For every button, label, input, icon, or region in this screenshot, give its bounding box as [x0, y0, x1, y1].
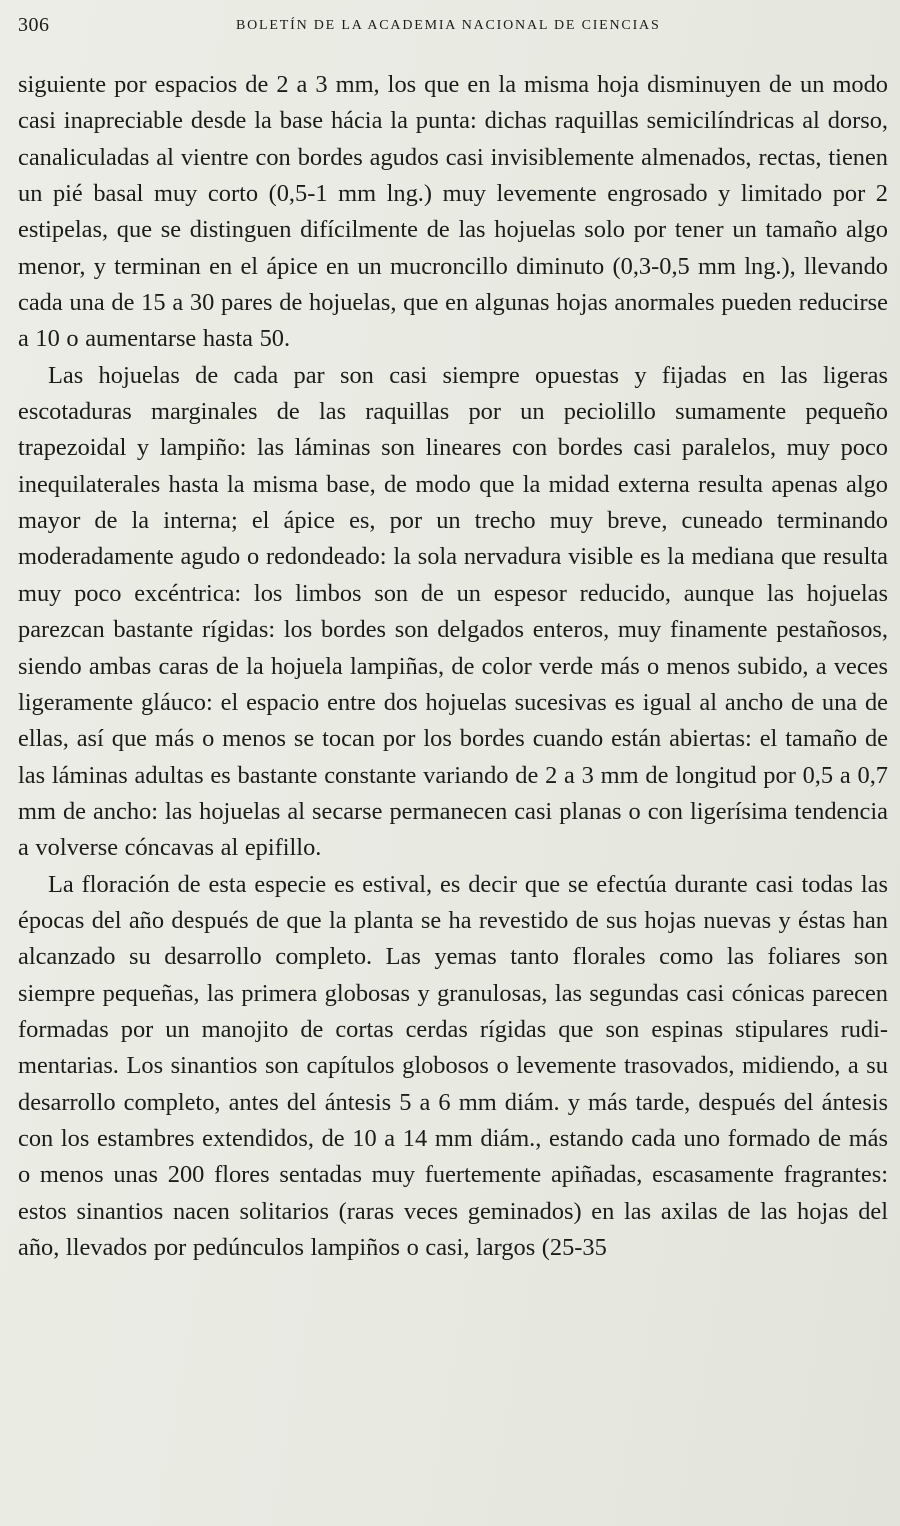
paragraph-hojuelas: Las hojuelas de cada par son casi siempre opuestas y fijadas en las ligeras escotaduras marginales de las raquillas por un peciolillo sumamente pequeño trapezoidal y lampiño: las láminas son lineares con bordes casi paralelos, muy poco inequilaterales hasta la misma base, de modo que la midad externa resulta apenas algo mayor de la interna; el ápice es, por un trecho muy breve, cuneado terminando moderadamente agudo o redondeado: la sola nervadura visible es la mediana que resulta muy poco excéntrica: los limbos son de un espesor reducido, aunque las hojuelas parezcan bastante rígidas: los bordes son delgados enteros, muy finamente pestañosos, siendo ambas caras de la hojuela lampiñas, de color verde más o menos subido, a veces ligeramente gláuco: el espacio entre dos hojuelas sucesivas es igual al ancho de una de ellas, así que más o menos se tocan por los bordes cuando están abiertas: el tamaño de las láminas adultas es bastante constante variando de 2 a 3 mm de longitud por 0,5 a 0,7 mm de ancho: las hojuelas al secarse permanecen casi planas o con ligerísima tendencia a volverse cóncavas al epifillo. — [18, 361, 888, 862]
running-header — [18, 14, 882, 40]
paragraph-floracion: La floración de esta especie es estival, es decir que se efectúa durante casi todas las épocas del año después de que la planta se ha revestido de sus hojas nuevas y éstas han alcanzado su desarrollo completo. Las yemas tanto florales como las foliares son siempre pequeñas, las primera globosas y granulosas, las segundas casi cónicas parecen formadas por un manojito de cortas cerdas rígidas que son espinas stipulares rudimentarias. Los sinantios son capítulos globosos o levemente trasovados, midiendo, a su desarrollo completo, antes del ántesis 5 a 6 mm diám. y más tarde, después del ántesis con los estambres extendidos, de 10 a 14 mm diám., estando cada uno formado de más o menos unas 200 flores sentadas muy fuertemente apiñadas, escasamente fragrantes: estos sinantios nacen solitarios (raras veces geminados) en las axilas de las hojas del año, llevados por pedúnculos lampiños o casi, largos (25-35 — [18, 870, 888, 1261]
body-text — [18, 67, 888, 1266]
page-number: 306 — [18, 14, 50, 36]
journal-title: BOLETÍN DE LA ACADEMIA NACIONAL DE CIENCIAS — [236, 18, 661, 33]
paragraph-continuation: siguiente por espacios de 2 a 3 mm, los que en la misma hoja disminuyen de un modo casi inapreciable desde la base hácia la punta: dichas raquillas semicilíndricas al dorso, canaliculadas al vientre con bordes agudos casi invisiblemente almenados, rectas, tienen un pié basal muy corto (0,5-1 mm lng.) muy levemente engrosado y limitado por 2 estipelas, que se distinguen difícilmente de las hojuelas solo por tener un tamaño algo menor, y terminan en el ápice en un mucroncillo diminuto (0,3-0,5 mm lng.), llevando cada una de 15 a 30 pares de hojuelas, que en algunas hojas anormales pueden reducirse a 10 o aumentarse hasta 50. — [18, 71, 888, 353]
